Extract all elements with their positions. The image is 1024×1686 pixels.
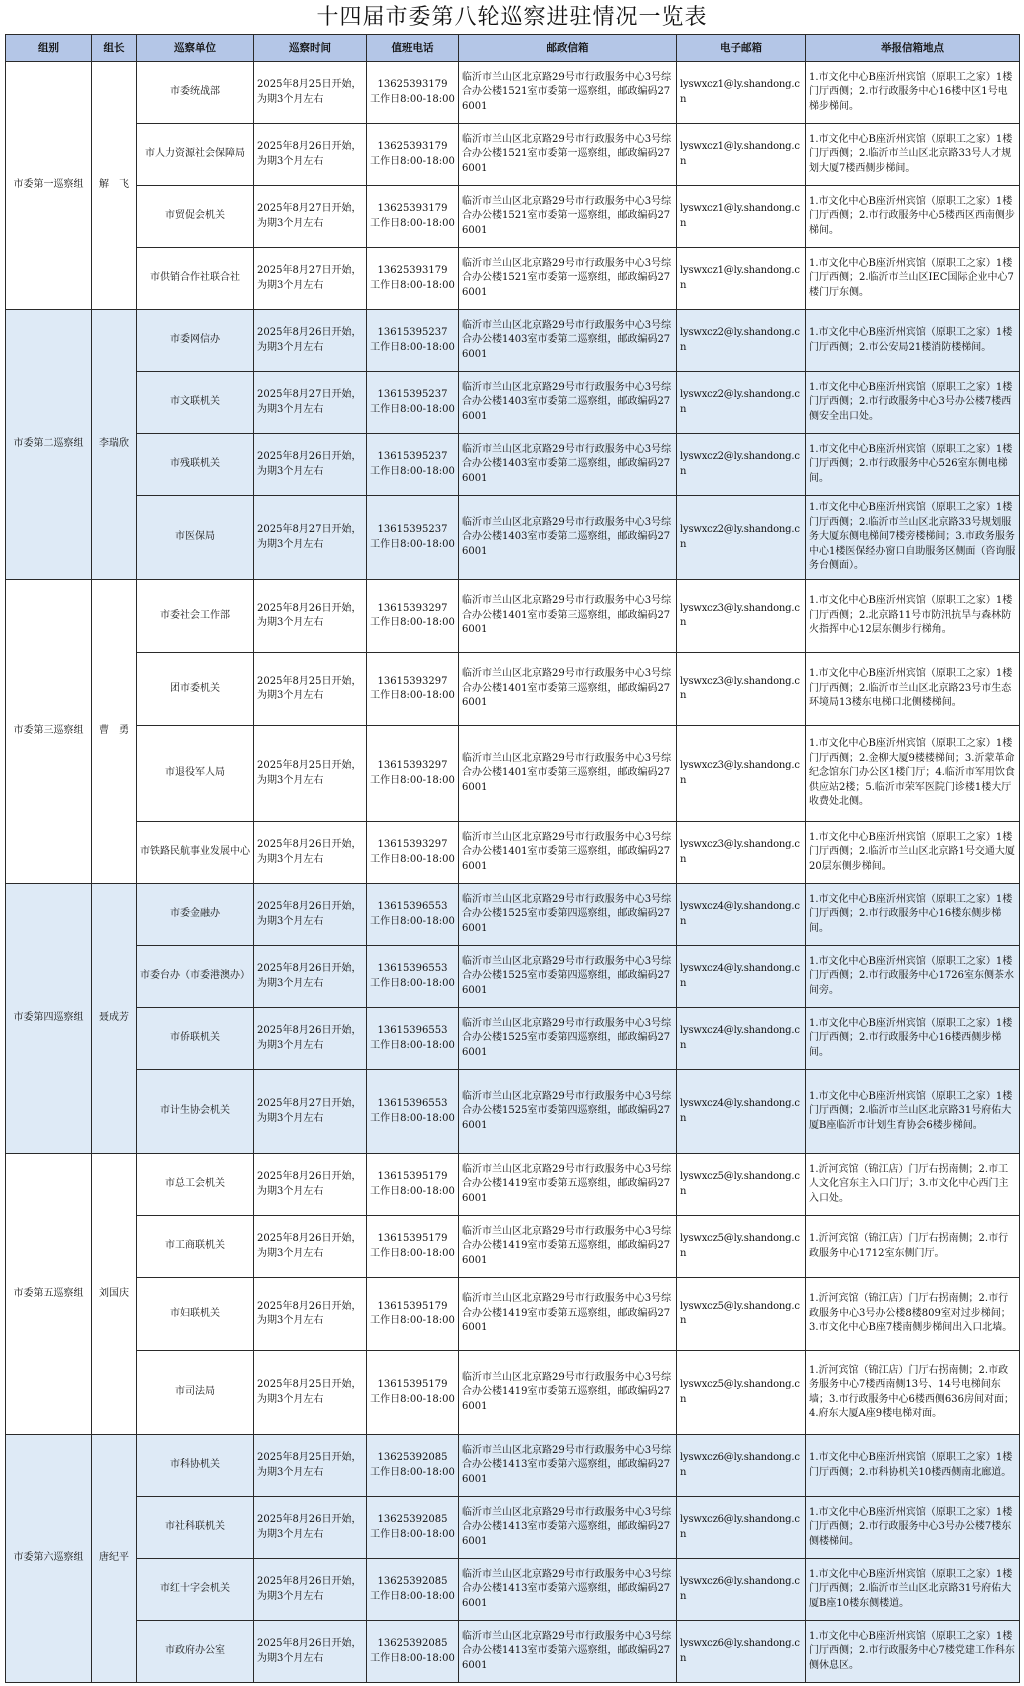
email-cell: lyswxcz3@ly.shandong.cn (677, 653, 806, 726)
location-cell: 1.市文化中心B座沂州宾馆（原职工之家）1楼门厅西侧；2.临沂市兰山区北京路23号市生态环境局13楼东电梯口北侧楼梯间。 (806, 653, 1020, 726)
phone-cell (367, 1216, 459, 1278)
phone-number: 13615396553 (377, 963, 448, 974)
location-cell: 1.市文化中心B座沂州宾馆（原职工之家）1楼门厅西侧；2.临沂市兰山区北京路31号府佑大厦B座临沂市计划生育协会6楼步梯间。 (806, 1070, 1020, 1154)
table-row (6, 1278, 1020, 1351)
phone-hours: 工作日8:00-18:00 (370, 155, 455, 167)
phone-number: 13625393179 (377, 203, 448, 214)
phone-cell (367, 496, 459, 580)
group-name-cell: 市委第一巡察组 (6, 62, 92, 310)
phone-number: 13625393179 (377, 265, 448, 276)
time-cell: 2025年8月26日开始，为期3个月左右 (254, 1008, 367, 1070)
phone-hours: 工作日8:00-18:00 (370, 217, 455, 229)
unit-cell: 市文联机关 (137, 372, 254, 434)
phone-hours: 工作日8:00-18:00 (370, 1112, 455, 1124)
table-row (6, 434, 1020, 496)
postbox-cell: 临沂市兰山区北京路29号市行政服务中心3号综合办公楼1403室市委第二巡察组，邮政编码276001 (459, 496, 677, 580)
email-cell: lyswxcz4@ly.shandong.cn (677, 946, 806, 1008)
unit-cell: 市铁路民航事业发展中心 (137, 822, 254, 884)
phone-number: 13625393179 (377, 79, 448, 90)
phone-hours: 工作日8:00-18:00 (370, 853, 455, 865)
unit-cell: 市侨联机关 (137, 1008, 254, 1070)
location-cell: 1.市文化中心B座沂州宾馆（原职工之家）1楼门厅西侧；2.市行政服务中心3号办公楼7楼东侧楼梯间。 (806, 1497, 1020, 1559)
table-row (6, 822, 1020, 884)
email-cell: lyswxcz3@ly.shandong.cn (677, 580, 806, 653)
table-body (6, 62, 1020, 1683)
phone-cell (367, 884, 459, 946)
location-cell: 1.市文化中心B座沂州宾馆（原职工之家）1楼门厅西侧；2.市行政服务中心3号办公楼7楼西侧安全出口处。 (806, 372, 1020, 434)
time-cell: 2025年8月26日开始，为期3个月左右 (254, 1497, 367, 1559)
inspection-table (5, 34, 1020, 1683)
phone-cell (367, 248, 459, 310)
phone-cell (367, 1070, 459, 1154)
unit-cell: 市供销合作社联合社 (137, 248, 254, 310)
unit-cell: 市红十字会机关 (137, 1559, 254, 1621)
location-cell: 1.市文化中心B座沂州宾馆（原职工之家）1楼门厅西侧；2.市行政服务中心16楼西侧步梯间。 (806, 1008, 1020, 1070)
phone-cell (367, 186, 459, 248)
phone-cell (367, 1621, 459, 1683)
time-cell: 2025年8月25日开始，为期3个月左右 (254, 726, 367, 822)
location-cell: 1.沂河宾馆（锦江店）门厅右拐南侧；2.市行政服务中心1712室东侧门厅。 (806, 1216, 1020, 1278)
location-cell: 1.市文化中心B座沂州宾馆（原职工之家）1楼门厅西侧；2.临沂市兰山区北京路33号规划服务大厦东侧电梯间7楼旁楼梯间；3.市政务服务中心1楼医保经办窗口自助服务区侧面（咨询服务台侧面）。 (806, 496, 1020, 580)
unit-cell: 市司法局 (137, 1351, 254, 1435)
unit-cell: 市贸促会机关 (137, 186, 254, 248)
unit-cell: 市医保局 (137, 496, 254, 580)
time-cell: 2025年8月27日开始，为期3个月左右 (254, 496, 367, 580)
email-cell: lyswxcz6@ly.shandong.cn (677, 1435, 806, 1497)
phone-number: 13615395237 (377, 327, 448, 338)
phone-hours: 工作日8:00-18:00 (370, 617, 455, 628)
group-leader-cell: 李瑞欣 (92, 310, 137, 580)
unit-cell: 市政府办公室 (137, 1621, 254, 1683)
phone-number: 13615396553 (377, 1098, 448, 1109)
phone-hours: 工作日8:00-18:00 (370, 915, 455, 927)
header-leader: 组长 (92, 35, 137, 62)
phone-number: 13625392085 (377, 1576, 448, 1587)
unit-cell: 市计生协会机关 (137, 1070, 254, 1154)
header-unit: 巡察单位 (137, 35, 254, 62)
unit-cell: 市委社会工作部 (137, 580, 254, 653)
group-name-cell: 市委第六巡察组 (6, 1435, 92, 1683)
email-cell: lyswxcz1@ly.shandong.cn (677, 186, 806, 248)
group-name-cell: 市委第四巡察组 (6, 884, 92, 1154)
phone-number: 13615393297 (377, 602, 448, 614)
phone-cell (367, 1559, 459, 1621)
time-cell: 2025年8月26日开始，为期3个月左右 (254, 946, 367, 1008)
location-cell: 1.市文化中心B座沂州宾馆（原职工之家）1楼门厅西侧；2.金柳大厦9楼楼梯间；3.沂蒙革命纪念馆东门办公区1楼门厅；4.临沂市军用饮食供应站2楼；5.临沂市荣军医院门诊楼1楼大厅收费处北侧。 (806, 726, 1020, 822)
time-cell: 2025年8月26日开始，为期3个月左右 (254, 310, 367, 372)
location-cell: 1.市文化中心B座沂州宾馆（原职工之家）1楼门厅西侧；2.北京路11号市防汛抗旱与森林防火指挥中心12层东侧步行梯角。 (806, 580, 1020, 653)
postbox-cell: 临沂市兰山区北京路29号市行政服务中心3号综合办公楼1403室市委第二巡察组，邮政编码276001 (459, 434, 677, 496)
unit-cell: 市妇联机关 (137, 1278, 254, 1351)
postbox-cell: 临沂市兰山区北京路29号市行政服务中心3号综合办公楼1419室市委第五巡察组，邮政编码276001 (459, 1154, 677, 1216)
time-cell: 2025年8月26日开始，为期3个月左右 (254, 434, 367, 496)
table-row (6, 1008, 1020, 1070)
phone-cell (367, 946, 459, 1008)
table-row (6, 62, 1020, 124)
postbox-cell: 临沂市兰山区北京路29号市行政服务中心3号综合办公楼1413室市委第六巡察组，邮政编码276001 (459, 1497, 677, 1559)
postbox-cell: 临沂市兰山区北京路29号市行政服务中心3号综合办公楼1521室市委第一巡察组，邮政编码276001 (459, 62, 677, 124)
phone-cell (367, 1435, 459, 1497)
email-cell: lyswxcz2@ly.shandong.cn (677, 496, 806, 580)
time-cell: 2025年8月27日开始，为期3个月左右 (254, 1070, 367, 1154)
phone-number: 13615395179 (377, 1233, 448, 1244)
phone-cell (367, 62, 459, 124)
email-cell: lyswxcz4@ly.shandong.cn (677, 884, 806, 946)
phone-hours: 工作日8:00-18:00 (370, 690, 455, 701)
phone-number: 13615393297 (377, 675, 448, 687)
email-cell: lyswxcz4@ly.shandong.cn (677, 1008, 806, 1070)
location-cell: 1.市文化中心B座沂州宾馆（原职工之家）1楼门厅西侧；2.市科协机关10楼西侧南北廊道。 (806, 1435, 1020, 1497)
phone-number: 13625392085 (377, 1638, 448, 1649)
table-row (6, 1435, 1020, 1497)
postbox-cell: 临沂市兰山区北京路29号市行政服务中心3号综合办公楼1401室市委第三巡察组，邮政编码276001 (459, 726, 677, 822)
postbox-cell: 临沂市兰山区北京路29号市行政服务中心3号综合办公楼1525室市委第四巡察组，邮政编码276001 (459, 1070, 677, 1154)
postbox-cell: 临沂市兰山区北京路29号市行政服务中心3号综合办公楼1413室市委第六巡察组，邮政编码276001 (459, 1621, 677, 1683)
location-cell: 1.市文化中心B座沂州宾馆（原职工之家）1楼门厅西侧；2.市行政服务中心1726室东侧茶水间旁。 (806, 946, 1020, 1008)
time-cell: 2025年8月25日开始，为期3个月左右 (254, 1435, 367, 1497)
phone-number: 13615395237 (377, 524, 448, 535)
time-cell: 2025年8月25日开始，为期3个月左右 (254, 653, 367, 726)
email-cell: lyswxcz2@ly.shandong.cn (677, 310, 806, 372)
phone-hours: 工作日8:00-18:00 (370, 977, 455, 989)
time-cell: 2025年8月25日开始，为期3个月左右 (254, 1351, 367, 1435)
unit-cell: 市委金融办 (137, 884, 254, 946)
time-cell: 2025年8月26日开始，为期3个月左右 (254, 1216, 367, 1278)
table-row (6, 726, 1020, 822)
phone-number: 13615395179 (377, 1300, 448, 1312)
table-row (6, 186, 1020, 248)
time-cell: 2025年8月26日开始，为期3个月左右 (254, 884, 367, 946)
location-cell: 1.市文化中心B座沂州宾馆（原职工之家）1楼门厅西侧；2.市行政服务中心7楼党建工作科东侧休息区。 (806, 1621, 1020, 1683)
table-row (6, 653, 1020, 726)
table-row (6, 884, 1020, 946)
location-cell: 1.市文化中心B座沂州宾馆（原职工之家）1楼门厅西侧；2.市行政服务中心5楼西区西南侧步梯间。 (806, 186, 1020, 248)
time-cell: 2025年8月26日开始，为期3个月左右 (254, 1278, 367, 1351)
postbox-cell: 临沂市兰山区北京路29号市行政服务中心3号综合办公楼1401室市委第三巡察组，邮政编码276001 (459, 653, 677, 726)
unit-cell: 市退役军人局 (137, 726, 254, 822)
email-cell: lyswxcz6@ly.shandong.cn (677, 1621, 806, 1683)
location-cell: 1.沂河宾馆（锦江店）门厅右拐南侧；2.市行政服务中心3号办公楼8楼809室对过步梯间；3.市文化中心B座7楼南侧步梯间出入口北墙。 (806, 1278, 1020, 1351)
postbox-cell: 临沂市兰山区北京路29号市行政服务中心3号综合办公楼1525室市委第四巡察组，邮政编码276001 (459, 946, 677, 1008)
location-cell: 1.市文化中心B座沂州宾馆（原职工之家）1楼门厅西侧；2.临沂市兰山区北京路31号府佑大厦B座10楼东侧楼道。 (806, 1559, 1020, 1621)
unit-cell: 市总工会机关 (137, 1154, 254, 1216)
phone-hours: 工作日8:00-18:00 (370, 774, 455, 786)
table-row (6, 1351, 1020, 1435)
phone-hours: 工作日8:00-18:00 (370, 1652, 455, 1664)
email-cell: lyswxcz3@ly.shandong.cn (677, 726, 806, 822)
phone-number: 13625392085 (377, 1514, 448, 1525)
phone-cell (367, 1351, 459, 1435)
phone-hours: 工作日8:00-18:00 (370, 1393, 455, 1405)
unit-cell: 市委统战部 (137, 62, 254, 124)
postbox-cell: 临沂市兰山区北京路29号市行政服务中心3号综合办公楼1403室市委第二巡察组，邮政编码276001 (459, 310, 677, 372)
postbox-cell: 临沂市兰山区北京路29号市行政服务中心3号综合办公楼1521室市委第一巡察组，邮政编码276001 (459, 248, 677, 310)
postbox-cell: 临沂市兰山区北京路29号市行政服务中心3号综合办公楼1419室市委第五巡察组，邮政编码276001 (459, 1351, 677, 1435)
phone-hours: 工作日8:00-18:00 (370, 1247, 455, 1259)
phone-hours: 工作日8:00-18:00 (370, 279, 455, 291)
time-cell: 2025年8月26日开始，为期3个月左右 (254, 1154, 367, 1216)
phone-cell (367, 580, 459, 653)
group-name-cell: 市委第五巡察组 (6, 1154, 92, 1435)
email-cell: lyswxcz6@ly.shandong.cn (677, 1559, 806, 1621)
location-cell: 1.市文化中心B座沂州宾馆（原职工之家）1楼门厅西侧；2.临沂市兰山区北京路1号交通大厦20层东侧步梯间。 (806, 822, 1020, 884)
phone-hours: 工作日8:00-18:00 (370, 403, 455, 415)
phone-number: 13615395237 (377, 451, 448, 462)
postbox-cell: 临沂市兰山区北京路29号市行政服务中心3号综合办公楼1413室市委第六巡察组，邮政编码276001 (459, 1435, 677, 1497)
location-cell: 1.市文化中心B座沂州宾馆（原职工之家）1楼门厅西侧；2.市行政服务中心526室东侧电梯间。 (806, 434, 1020, 496)
header-phone: 值班电话 (367, 35, 459, 62)
table-row (6, 1497, 1020, 1559)
email-cell: lyswxcz4@ly.shandong.cn (677, 1070, 806, 1154)
header-postbox: 邮政信箱 (459, 35, 677, 62)
location-cell: 1.市文化中心B座沂州宾馆（原职工之家）1楼门厅西侧；2.市行政服务中心16楼东侧步梯间。 (806, 884, 1020, 946)
location-cell: 1.沂河宾馆（锦江店）门厅右拐南侧；2.市工人文化宫东主入口门厅；3.市文化中心西门主入口处。 (806, 1154, 1020, 1216)
phone-number: 13615396553 (377, 901, 448, 912)
email-cell: lyswxcz1@ly.shandong.cn (677, 62, 806, 124)
time-cell: 2025年8月26日开始，为期3个月左右 (254, 1621, 367, 1683)
phone-cell (367, 1008, 459, 1070)
phone-hours: 工作日8:00-18:00 (370, 341, 455, 353)
time-cell: 2025年8月26日开始，为期3个月左右 (254, 580, 367, 653)
group-name-cell: 市委第三巡察组 (6, 580, 92, 884)
time-cell: 2025年8月27日开始，为期3个月左右 (254, 248, 367, 310)
email-cell: lyswxcz5@ly.shandong.cn (677, 1278, 806, 1351)
postbox-cell: 临沂市兰山区北京路29号市行政服务中心3号综合办公楼1521室市委第一巡察组，邮政编码276001 (459, 124, 677, 186)
phone-number: 13615395237 (377, 389, 448, 400)
phone-cell (367, 310, 459, 372)
group-leader-cell: 刘国庆 (92, 1154, 137, 1435)
group-leader-cell: 唐纪平 (92, 1435, 137, 1683)
phone-hours: 工作日8:00-18:00 (370, 1466, 455, 1478)
postbox-cell: 临沂市兰山区北京路29号市行政服务中心3号综合办公楼1403室市委第二巡察组，邮政编码276001 (459, 372, 677, 434)
time-cell: 2025年8月25日开始，为期3个月左右 (254, 62, 367, 124)
phone-number: 13615395179 (377, 1379, 448, 1390)
unit-cell: 市委台办（市委港澳办） (137, 946, 254, 1008)
table-row (6, 310, 1020, 372)
email-cell: lyswxcz1@ly.shandong.cn (677, 248, 806, 310)
email-cell: lyswxcz2@ly.shandong.cn (677, 434, 806, 496)
page-title: 十四届市委第八轮巡察进驻情况一览表 (316, 5, 708, 30)
email-cell: lyswxcz5@ly.shandong.cn (677, 1351, 806, 1435)
header-email: 电子邮箱 (677, 35, 806, 62)
table-row (6, 1621, 1020, 1683)
table-row (6, 946, 1020, 1008)
unit-cell: 市残联机关 (137, 434, 254, 496)
phone-cell (367, 434, 459, 496)
phone-hours: 工作日8:00-18:00 (370, 1528, 455, 1540)
phone-hours: 工作日8:00-18:00 (370, 1185, 455, 1197)
time-cell: 2025年8月27日开始，为期3个月左右 (254, 186, 367, 248)
phone-number: 13615396553 (377, 1025, 448, 1036)
table-row (6, 1154, 1020, 1216)
postbox-cell: 临沂市兰山区北京路29号市行政服务中心3号综合办公楼1419室市委第五巡察组，邮政编码276001 (459, 1278, 677, 1351)
phone-number: 13615393297 (377, 760, 448, 771)
unit-cell: 市工商联机关 (137, 1216, 254, 1278)
header-group: 组别 (6, 35, 92, 62)
phone-cell (367, 1154, 459, 1216)
postbox-cell: 临沂市兰山区北京路29号市行政服务中心3号综合办公楼1525室市委第四巡察组，邮政编码276001 (459, 884, 677, 946)
time-cell: 2025年8月26日开始，为期3个月左右 (254, 822, 367, 884)
phone-hours: 工作日8:00-18:00 (370, 1039, 455, 1051)
time-cell: 2025年8月27日开始，为期3个月左右 (254, 372, 367, 434)
email-cell: lyswxcz1@ly.shandong.cn (677, 124, 806, 186)
email-cell: lyswxcz2@ly.shandong.cn (677, 372, 806, 434)
table-row (6, 248, 1020, 310)
phone-number: 13625393179 (377, 141, 448, 152)
phone-cell (367, 1497, 459, 1559)
phone-cell (367, 124, 459, 186)
phone-cell (367, 653, 459, 726)
header-time: 巡察时间 (254, 35, 367, 62)
phone-hours: 工作日8:00-18:00 (370, 93, 455, 105)
time-cell: 2025年8月26日开始，为期3个月左右 (254, 1559, 367, 1621)
postbox-cell: 临沂市兰山区北京路29号市行政服务中心3号综合办公楼1413室市委第六巡察组，邮政编码276001 (459, 1559, 677, 1621)
phone-hours: 工作日8:00-18:00 (370, 538, 455, 550)
table-header-row (6, 35, 1020, 62)
table-row (6, 1216, 1020, 1278)
email-cell: lyswxcz5@ly.shandong.cn (677, 1216, 806, 1278)
group-leader-cell: 曹 勇 (92, 580, 137, 884)
phone-number: 13615395179 (377, 1171, 448, 1182)
email-cell: lyswxcz3@ly.shandong.cn (677, 822, 806, 884)
postbox-cell: 临沂市兰山区北京路29号市行政服务中心3号综合办公楼1401室市委第三巡察组，邮政编码276001 (459, 822, 677, 884)
location-cell: 1.市文化中心B座沂州宾馆（原职工之家）1楼门厅西侧；2.临沂市兰山区北京路33号人才规划大厦7楼西侧步梯间。 (806, 124, 1020, 186)
unit-cell: 市社科联机关 (137, 1497, 254, 1559)
postbox-cell: 临沂市兰山区北京路29号市行政服务中心3号综合办公楼1419室市委第五巡察组，邮政编码276001 (459, 1216, 677, 1278)
header-location: 举报信箱地点 (806, 35, 1020, 62)
phone-cell (367, 372, 459, 434)
phone-number: 13615393297 (377, 839, 448, 850)
table-row (6, 124, 1020, 186)
location-cell: 1.市文化中心B座沂州宾馆（原职工之家）1楼门厅西侧；2.市公安局21楼消防楼梯间。 (806, 310, 1020, 372)
table-row (6, 496, 1020, 580)
location-cell: 1.市文化中心B座沂州宾馆（原职工之家）1楼门厅西侧；2.市行政服务中心16楼中区1号电梯步梯间。 (806, 62, 1020, 124)
postbox-cell: 临沂市兰山区北京路29号市行政服务中心3号综合办公楼1401室市委第三巡察组，邮政编码276001 (459, 580, 677, 653)
phone-hours: 工作日8:00-18:00 (370, 1590, 455, 1602)
phone-hours: 工作日8:00-18:00 (370, 1315, 455, 1326)
unit-cell: 市人力资源社会保障局 (137, 124, 254, 186)
group-name-cell: 市委第二巡察组 (6, 310, 92, 580)
table-row (6, 1070, 1020, 1154)
email-cell: lyswxcz6@ly.shandong.cn (677, 1497, 806, 1559)
table-row (6, 580, 1020, 653)
time-cell: 2025年8月26日开始，为期3个月左右 (254, 124, 367, 186)
unit-cell: 市委网信办 (137, 310, 254, 372)
group-leader-cell: 解 飞 (92, 62, 137, 310)
location-cell: 1.市文化中心B座沂州宾馆（原职工之家）1楼门厅西侧；2.临沂市兰山区IEC国际企业中心7楼门厅东侧。 (806, 248, 1020, 310)
phone-cell (367, 1278, 459, 1351)
phone-cell (367, 822, 459, 884)
table-row (6, 372, 1020, 434)
phone-hours: 工作日8:00-18:00 (370, 465, 455, 477)
postbox-cell: 临沂市兰山区北京路29号市行政服务中心3号综合办公楼1525室市委第四巡察组，邮政编码276001 (459, 1008, 677, 1070)
email-cell: lyswxcz5@ly.shandong.cn (677, 1154, 806, 1216)
table-row (6, 1559, 1020, 1621)
unit-cell: 市科协机关 (137, 1435, 254, 1497)
phone-cell (367, 726, 459, 822)
phone-number: 13625392085 (377, 1452, 448, 1463)
postbox-cell: 临沂市兰山区北京路29号市行政服务中心3号综合办公楼1521室市委第一巡察组，邮政编码276001 (459, 186, 677, 248)
group-leader-cell: 聂成芳 (92, 884, 137, 1154)
location-cell: 1.沂河宾馆（锦江店）门厅右拐南侧；2.市政务服务中心7楼西南侧13号、14号电梯间东墙；3.市行政服务中心6楼西侧636房间对面；4.府东大厦A座9楼电梯对面。 (806, 1351, 1020, 1435)
unit-cell: 团市委机关 (137, 653, 254, 726)
